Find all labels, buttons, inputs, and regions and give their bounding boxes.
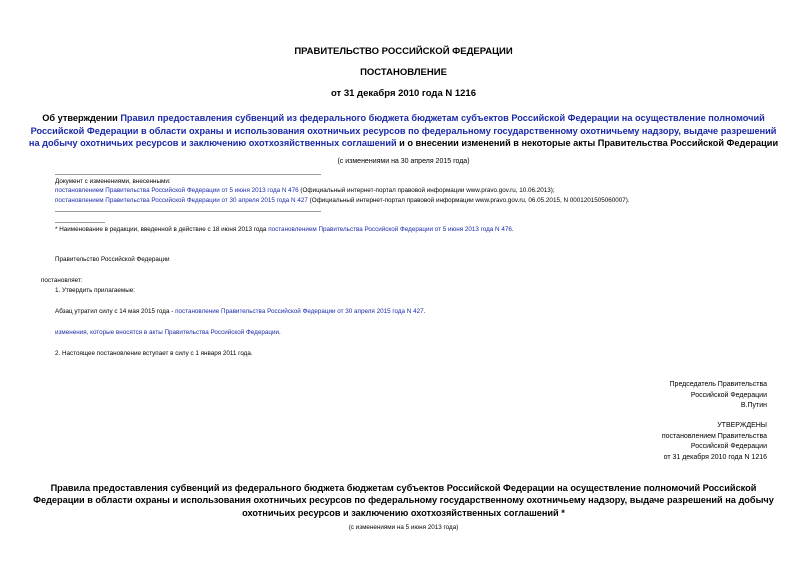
rules-changes-note: (с изменениями на 5 июня 2013 года) — [348, 524, 459, 531]
lapsed-end: . — [423, 308, 426, 315]
government-rf: Правительство Российской Федерации — [55, 256, 170, 263]
separator-bottom — [55, 211, 321, 212]
lapsed-paragraph — [55, 308, 425, 315]
decree-title — [0, 112, 807, 150]
amendment-item-1 — [55, 187, 555, 194]
amendments-heading: Документ с изменениями, внесенными: — [55, 178, 171, 185]
approved-country: Российской Федерации — [690, 443, 767, 450]
signature-title: Председатель Правительства — [669, 381, 767, 388]
rules-title-line2: Федерации в области охраны и использования охотничьих ресурсов по федеральному государственному охотничьему надзору, выдаче разрешений на добычу — [33, 495, 774, 506]
footnote-end: . — [511, 226, 514, 233]
decree-title-prefix: Об утверждении — [42, 113, 121, 123]
footnote-text: * Наименование в редакции, введенной в действие с 18 июня 2013 года — [55, 226, 269, 233]
resolves-text: постановляет: — [41, 277, 83, 284]
government-heading: ПРАВИТЕЛЬСТВО РОССИЙСКОЙ ФЕДЕРАЦИИ — [294, 46, 513, 57]
approved-heading: УТВЕРЖДЕНЫ — [717, 422, 767, 429]
signature-country: Российской Федерации — [690, 391, 767, 399]
footnote-link[interactable]: постановлением Правительства Российской Федерации от 5 июня 2013 года N 476 — [268, 226, 512, 233]
footnote-separator — [55, 222, 105, 223]
amendment-item-2 — [55, 197, 630, 204]
approved-by: постановлением Правительства — [661, 432, 767, 440]
signature-name: В.Путин — [740, 402, 767, 409]
document-type: ПОСТАНОВЛЕНИЕ — [360, 67, 447, 78]
changes-end: . — [278, 329, 281, 336]
changes-note: (с изменениями на 30 апреля 2015 года) — [337, 158, 470, 165]
lapsed-text: Абзац утратил силу с 14 мая 2015 года - — [55, 308, 176, 315]
item-1: 1. Утвердить прилагаемые: — [55, 287, 135, 294]
rules-link-part1[interactable]: Правил предоставления субвенций из федерального бюджета бюджетам субъектов Российской Федерации на осуществление полномочий — [120, 113, 765, 123]
separator-top — [55, 174, 321, 175]
amendment-source-1: (Официальный интернет-портал правовой информации www.pravo.gov.ru, 10.06.2013); — [298, 187, 555, 194]
approved-block — [662, 421, 767, 463]
rules-title-line3: охотничьих ресурсов и заключению охотхозяйственных соглашений * — [242, 507, 565, 518]
rules-link-part3[interactable]: на добычу охотничьих ресурсов и заключению охотхозяйственных соглашений — [28, 138, 397, 148]
changes-link[interactable]: изменения, которые вносятся в акты Правительства Российской Федерации — [55, 329, 279, 336]
signature-block — [670, 380, 767, 412]
rules-link-part2[interactable]: Российской Федерации в области охраны и использования охотничьих ресурсов по федеральному государственному охотничьему надзору, выдаче разрешений — [30, 125, 777, 136]
decree-title-line3 — [0, 137, 807, 150]
footnote — [55, 226, 514, 233]
item-2: 2. Настоящее постановление вступает в силу с 1 января 2011 года. — [55, 350, 253, 357]
amendment-source-2: (Официальный интернет-портал правовой информации www.pravo.gov.ru, 06.05.2015, N 0001201505060007). — [307, 197, 630, 204]
approved-date: от 31 декабря 2010 года N 1216 — [663, 453, 767, 461]
decree-title-line1 — [0, 112, 807, 125]
document-date-number: от 31 декабря 2010 года N 1216 — [330, 88, 476, 99]
changes-paragraph — [55, 329, 281, 336]
decree-title-suffix: и о внесении изменений в некоторые акты Правительства Российской Федерации — [396, 138, 779, 148]
amendment-link-2[interactable]: постановлением Правительства Российской Федерации от 30 апреля 2015 года N 427 — [55, 197, 308, 204]
lapsed-link[interactable]: постановление Правительства Российской Федерации от 30 апреля 2015 года N 427 — [175, 308, 424, 315]
rules-title — [0, 482, 807, 519]
amendment-link-1[interactable]: постановлением Правительства Российской Федерации от 5 июня 2013 года N 476 — [55, 187, 299, 194]
rules-title-line1: Правила предоставления субвенций из федерального бюджета бюджетам субъектов Российской Федерации на осуществление полномочий Российской — [50, 483, 757, 493]
